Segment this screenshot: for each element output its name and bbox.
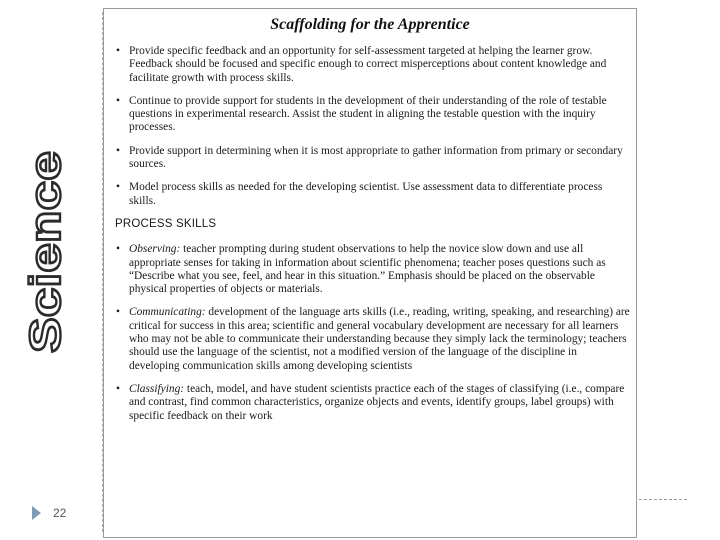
bullet-icon: • [116, 243, 120, 256]
bullet-icon: • [116, 181, 120, 194]
skill-description: development of the language arts skills (i.e., reading, writing, speaking, and researching) are critical for success in this area; scientific and general vocabulary development are necessary for all learners who may not be able to communicate their understanding because they simply lack the terminology; teachers should use the language of the scientist, not a modified version of the language of the discipline in developing communication skills among developing scientists [129, 306, 630, 372]
list-item-text: Provide support in determining when it is most appropriate to gather information from primary or secondary sources. [129, 144, 623, 171]
list-item-text: Continue to provide support for students in the development of their understanding of the role of testable questions in experimental research. Assist the student in aligning the testable question with the inquiry processes. [129, 94, 607, 134]
list-item [114, 145, 630, 172]
list-item [114, 306, 630, 372]
vertical-title-text: Science [21, 186, 70, 353]
list-item-text: Provide specific feedback and an opportunity for self-assessment targeted at helping the learner grow. Feedback should be focused and specific enough to correct misperceptions about content knowledge and facilitate growth with process skills. [129, 45, 607, 84]
bullet-icon: • [116, 94, 120, 107]
scanned-document [103, 8, 637, 538]
process-skills-heading: PROCESS SKILLS [115, 217, 217, 230]
bullet-arrow-icon [32, 506, 41, 520]
slide-footer [32, 506, 66, 520]
skill-term: Classifying: [129, 382, 185, 395]
list-item [114, 45, 630, 85]
list-item [114, 181, 630, 208]
bullet-icon: • [116, 382, 120, 395]
slide-number: 22 [53, 506, 67, 520]
slide-vertical-title [20, 148, 72, 356]
list-item [114, 383, 630, 423]
list-item [114, 243, 630, 296]
list-item [114, 95, 630, 135]
bullet-icon: • [116, 306, 120, 319]
skill-description: teach, model, and have student scientists practice each of the stages of classifying (i.e., compare and contrast, find common characteristics, organize objects and events, identify groups, label groups) with specific feedback on their work [129, 382, 625, 422]
list-item-text: Model process skills as needed for the developing scientist. Use assessment data to differentiate process skills. [129, 181, 603, 207]
skill-term: Communicating: [129, 306, 206, 319]
bullet-icon: • [116, 45, 120, 57]
skill-term: Observing: [129, 243, 181, 256]
skill-description: teacher prompting during student observations to help the novice slow down and use all appropriate senses for taking in information about scientific phenomena; teacher poses questions such as “Describe what you see, feel, and hear in this situation.” Emphasis should be placed on the observable physical properties of objects or materials. [129, 243, 606, 296]
document-title: Scaffolding for the Apprentice [270, 16, 470, 33]
document-body [114, 45, 630, 433]
bullet-icon: • [116, 144, 120, 157]
